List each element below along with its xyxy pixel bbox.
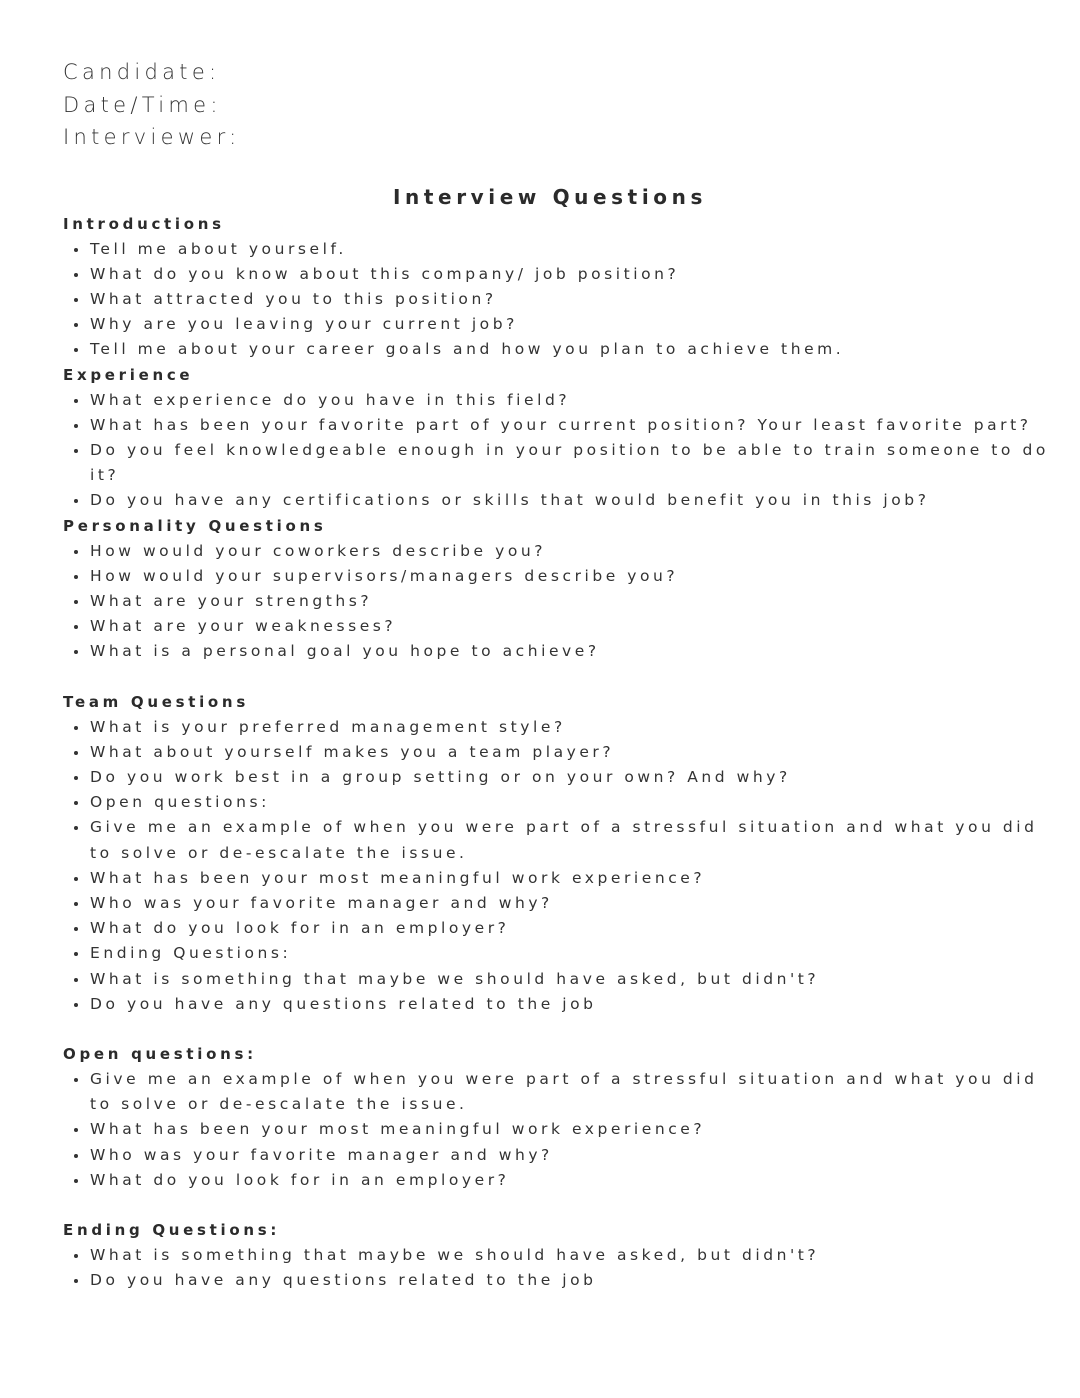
question-item: What are your strengths? [63, 589, 1050, 614]
section-open-questions [63, 1042, 1050, 1193]
question-item: What has been your most meaningful work experience? [63, 1117, 1050, 1142]
section-team [63, 690, 1050, 1017]
question-item: Do you work best in a group setting or on your own? And why? [63, 765, 1050, 790]
section-heading: Personality Questions [63, 516, 327, 535]
section-experience [63, 363, 1050, 514]
section-personality [63, 514, 1050, 665]
question-item: Give me an example of when you were part of a stressful situation and what you did to solve or de-escalate the issue. [63, 815, 1050, 865]
section-heading: Team Questions [63, 692, 249, 711]
question-list [63, 1067, 1050, 1193]
question-item: What is a personal goal you hope to achieve? [63, 639, 1050, 664]
question-item: What is something that maybe we should have asked, but didn't? [63, 967, 1050, 992]
interviewer-label: Interviewer: [63, 125, 241, 149]
section-heading: Introductions [63, 214, 225, 233]
question-item: Open questions: [63, 790, 1050, 815]
document-title: Interview Questions [393, 184, 707, 209]
question-item: What has been your most meaningful work experience? [63, 866, 1050, 891]
question-item: Do you feel knowledgeable enough in your position to be able to train someone to do it? [63, 438, 1050, 488]
question-item: What experience do you have in this field? [63, 388, 1050, 413]
candidate-label: Candidate: [63, 60, 221, 84]
question-item: Tell me about yourself. [63, 237, 1050, 262]
section-heading: Experience [63, 365, 194, 384]
question-item: How would your coworkers describe you? [63, 539, 1050, 564]
question-item: What has been your favorite part of your current position? Your least favorite part? [63, 413, 1050, 438]
question-item: Who was your favorite manager and why? [63, 1143, 1050, 1168]
question-item: Tell me about your career goals and how you plan to achieve them. [63, 337, 1050, 362]
question-item: Why are you leaving your current job? [63, 312, 1050, 337]
datetime-label: Date/Time: [63, 92, 222, 117]
question-item: What do you look for in an employer? [63, 1168, 1050, 1193]
question-list [63, 237, 1050, 363]
question-item: How would your supervisors/managers describe you? [63, 564, 1050, 589]
question-item: Ending Questions: [63, 941, 1050, 966]
question-list [63, 388, 1050, 514]
question-item: Do you have any questions related to the job [63, 992, 1050, 1017]
question-item: What is your preferred management style? [63, 715, 1050, 740]
question-item: What is something that maybe we should have asked, but didn't? [63, 1243, 1050, 1268]
section-introductions [63, 212, 1050, 363]
question-item: What attracted you to this position? [63, 287, 1050, 312]
question-item: What do you know about this company/ job position? [63, 262, 1050, 287]
question-list [63, 1243, 1050, 1293]
header-block [63, 56, 1050, 154]
question-item: What are your weaknesses? [63, 614, 1050, 639]
question-list [63, 715, 1050, 1017]
question-item: What do you look for in an employer? [63, 916, 1050, 941]
section-heading: Open questions: [63, 1044, 257, 1063]
question-item: Give me an example of when you were part of a stressful situation and what you did to solve or de-escalate the issue. [63, 1067, 1050, 1117]
section-heading: Ending Questions: [63, 1221, 281, 1239]
question-item: Do you have any questions related to the job [63, 1268, 1050, 1293]
question-item: What about yourself makes you a team player? [63, 740, 1050, 765]
question-item: Do you have any certifications or skills that would benefit you in this job? [63, 488, 1050, 513]
question-item: Who was your favorite manager and why? [63, 891, 1050, 916]
question-list [63, 539, 1050, 665]
section-ending-questions [63, 1218, 1050, 1293]
